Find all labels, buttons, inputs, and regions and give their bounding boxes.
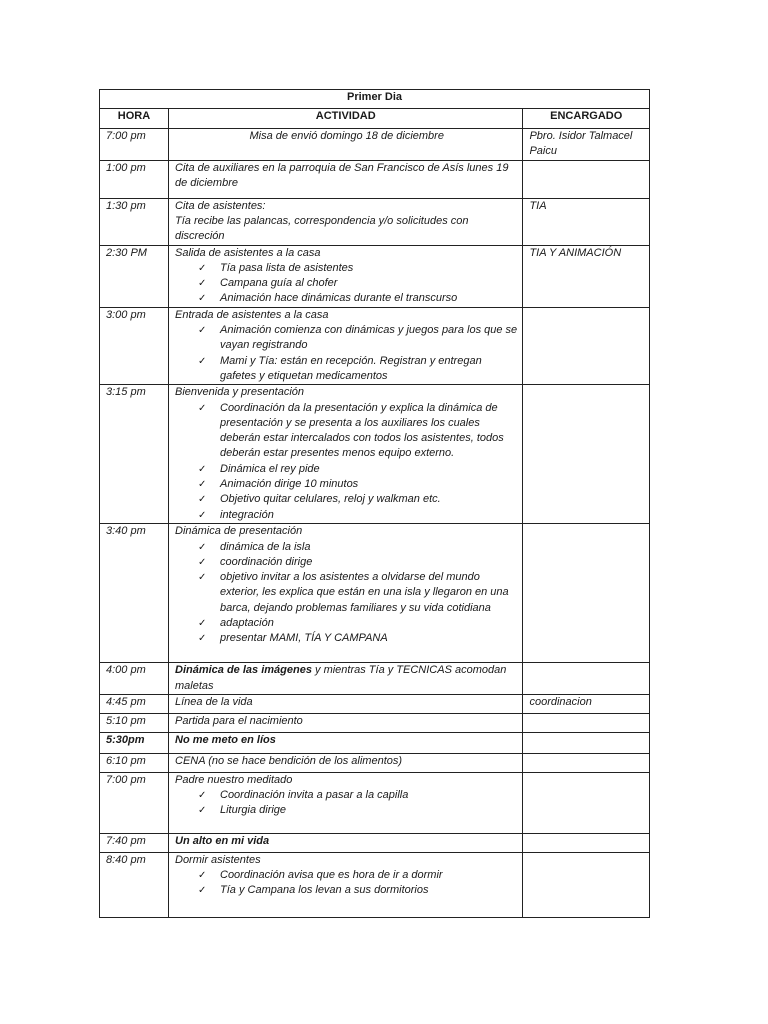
checklist-item — [198, 803, 518, 818]
checklist-item — [198, 540, 518, 555]
checklist — [175, 540, 518, 647]
checklist-item — [198, 477, 518, 492]
table-row — [100, 307, 650, 384]
checkmark-icon: ✓ — [198, 509, 207, 521]
checklist-item-text: presentar MAMI, TÍA Y CAMPANA — [220, 632, 388, 645]
actividad-text: Bienvenida y presentación — [175, 386, 305, 399]
checkmark-icon: ✓ — [198, 325, 207, 337]
encargado-cell — [523, 732, 650, 753]
hora-cell: 2:30 PM — [100, 245, 169, 307]
actividad-cell — [169, 852, 523, 917]
actividad-text: Dinámica de las imágenes — [175, 664, 312, 677]
hora-cell: 7:40 pm — [100, 833, 169, 852]
checklist-item — [198, 401, 518, 462]
table-row — [100, 852, 650, 917]
table-row — [100, 129, 650, 161]
checklist-item-text: Campana guía al chofer — [220, 277, 338, 290]
encargado-cell — [523, 772, 650, 833]
header-row — [100, 109, 650, 129]
checklist — [175, 323, 518, 384]
checkmark-icon: ✓ — [198, 541, 207, 553]
actividad-text: CENA (no se hace bendición de los alimentos) — [175, 754, 403, 767]
checkmark-icon: ✓ — [198, 885, 207, 897]
checklist-item — [198, 323, 518, 354]
checkmark-icon: ✓ — [198, 262, 207, 274]
checklist-item-text: Mami y Tía: están en recepción. Registran y entregan gafetes y etiquetan medicamentos — [220, 354, 482, 382]
encargado-cell — [523, 307, 650, 384]
actividad-line — [175, 385, 518, 400]
header-actividad: ACTIVIDAD — [169, 109, 523, 129]
checklist-item — [198, 261, 518, 276]
actividad-line — [175, 214, 518, 245]
actividad-cell — [169, 694, 523, 713]
actividad-line — [175, 663, 518, 694]
checkmark-icon: ✓ — [198, 805, 207, 817]
header-encargado: ENCARGADO — [523, 109, 650, 129]
actividad-cell — [169, 833, 523, 852]
checklist-item — [198, 883, 518, 898]
hora-cell: 3:40 pm — [100, 524, 169, 663]
table-row — [100, 385, 650, 524]
actividad-line — [175, 853, 518, 868]
hora-cell: 3:00 pm — [100, 307, 169, 384]
encargado-cell: TIA — [523, 198, 650, 245]
checkmark-icon: ✓ — [198, 355, 207, 367]
checklist — [175, 401, 518, 523]
actividad-line — [175, 714, 518, 729]
checklist-item-text: Coordinación avisa que es hora de ir a dormir — [220, 869, 443, 882]
checkmark-icon: ✓ — [198, 402, 207, 414]
actividad-cell — [169, 129, 523, 161]
checklist-item-text: Animación comienza con dinámicas y juegos para los que se vayan registrando — [220, 324, 518, 352]
hora-cell: 7:00 pm — [100, 772, 169, 833]
encargado-cell — [523, 713, 650, 732]
actividad-line — [175, 246, 518, 261]
actividad-cell — [169, 385, 523, 524]
checkmark-icon: ✓ — [198, 494, 207, 506]
checklist-item — [198, 462, 518, 477]
actividad-cell — [169, 524, 523, 663]
table-row — [100, 524, 650, 663]
actividad-line — [175, 129, 518, 144]
actividad-cell — [169, 307, 523, 384]
actividad-line — [175, 695, 518, 710]
encargado-cell — [523, 852, 650, 917]
checklist-item-text: Objetivo quitar celulares, reloj y walkman etc. — [220, 493, 441, 506]
table-row — [100, 160, 650, 198]
encargado-cell — [523, 753, 650, 772]
table-row — [100, 245, 650, 307]
actividad-line — [175, 754, 518, 769]
encargado-cell — [523, 524, 650, 663]
checklist — [175, 868, 518, 899]
checklist-item-text: adaptación — [220, 617, 274, 630]
checklist-item-text: Coordinación invita a pasar a la capilla — [220, 789, 409, 802]
encargado-cell — [523, 833, 650, 852]
checklist-item — [198, 616, 518, 631]
actividad-text: Un alto en mi vida — [175, 834, 270, 847]
checklist-item — [198, 291, 518, 306]
actividad-cell — [169, 198, 523, 245]
encargado-cell: TIA Y ANIMACIÓN — [523, 245, 650, 307]
actividad-cell — [169, 245, 523, 307]
schedule-body — [100, 90, 650, 918]
actividad-cell — [169, 772, 523, 833]
hora-cell: 5:10 pm — [100, 713, 169, 732]
checklist-item — [198, 354, 518, 385]
actividad-text: Misa de envió domingo 18 de diciembre — [249, 130, 444, 142]
checkmark-icon: ✓ — [198, 633, 207, 645]
title-row — [100, 90, 650, 109]
encargado-cell: Pbro. Isidor Talmacel Paicu — [523, 129, 650, 161]
hora-cell: 8:40 pm — [100, 852, 169, 917]
checklist-item-text: Liturgia dirige — [220, 804, 287, 817]
actividad-text: Línea de la vida — [175, 695, 253, 708]
checklist-item-text: objetivo invitar a los asistentes a olvidarse del mundo exterior, les explica que están en una isla y llegaron en una barca, dejando problemas familiares y su vida cotidiana — [220, 571, 509, 614]
actividad-line — [175, 773, 518, 788]
checkmark-icon: ✓ — [198, 293, 207, 305]
checkmark-icon: ✓ — [198, 572, 207, 584]
table-row — [100, 732, 650, 753]
hora-cell: 1:30 pm — [100, 198, 169, 245]
table-row — [100, 198, 650, 245]
actividad-text: Tía recibe las palancas, correspondencia y/o solicitudes con discreción — [175, 214, 469, 243]
actividad-text: Dormir asistentes — [175, 853, 261, 866]
header-hora: HORA — [100, 109, 169, 129]
checklist — [175, 788, 518, 819]
checklist-item-text: dinámica de la isla — [220, 540, 311, 553]
actividad-cell — [169, 732, 523, 753]
encargado-cell: coordinacion — [523, 694, 650, 713]
hora-cell: 3:15 pm — [100, 385, 169, 524]
table-row — [100, 753, 650, 772]
checkmark-icon: ✓ — [198, 618, 207, 630]
checkmark-icon: ✓ — [198, 870, 207, 882]
hora-cell: 7:00 pm — [100, 129, 169, 161]
encargado-cell — [523, 663, 650, 695]
actividad-text: Dinámica de presentación — [175, 525, 303, 538]
table-row — [100, 833, 650, 852]
actividad-text: y mientras Tía y TECNICAS acomodan maletas — [175, 664, 507, 692]
checklist-item — [198, 788, 518, 803]
table-row — [100, 772, 650, 833]
checklist-item-text: Dinámica el rey pide — [220, 462, 320, 475]
hora-cell: 5:30pm — [100, 732, 169, 753]
checklist-item-text: Tía y Campana los levan a sus dormitorios — [220, 884, 429, 897]
actividad-cell — [169, 160, 523, 198]
checklist-item-text: integración — [220, 508, 274, 521]
checklist-item — [198, 555, 518, 570]
checklist-item-text: coordinación dirige — [220, 555, 313, 568]
actividad-text: Entrada de asistentes a la casa — [175, 308, 329, 321]
checklist-item — [198, 868, 518, 883]
table-row — [100, 663, 650, 695]
actividad-line — [175, 834, 518, 849]
checklist-item-text: Animación dirige 10 minutos — [220, 478, 359, 491]
checkmark-icon: ✓ — [198, 556, 207, 568]
actividad-text: Salida de asistentes a la casa — [175, 246, 321, 259]
actividad-text: No me meto en líos — [175, 733, 276, 746]
checklist-item — [198, 631, 518, 646]
checklist-item — [198, 570, 518, 616]
schedule-title: Primer Dia — [100, 90, 650, 109]
hora-cell: 6:10 pm — [100, 753, 169, 772]
actividad-cell — [169, 753, 523, 772]
table-row — [100, 713, 650, 732]
actividad-line — [175, 733, 518, 748]
actividad-text: Partida para el nacimiento — [175, 714, 303, 727]
actividad-line — [175, 524, 518, 539]
checklist-item — [198, 492, 518, 507]
checklist — [175, 261, 518, 307]
actividad-cell — [169, 713, 523, 732]
actividad-cell — [169, 663, 523, 695]
checkmark-icon: ✓ — [198, 278, 207, 290]
actividad-text: Cita de auxiliares en la parroquia de San Francisco de Asís lunes 19 de diciembre — [175, 161, 509, 189]
encargado-cell — [523, 160, 650, 198]
checklist-item — [198, 508, 518, 523]
actividad-line — [175, 199, 518, 214]
schedule-table — [99, 89, 650, 918]
checklist-item-text: Animación hace dinámicas durante el transcurso — [220, 292, 458, 305]
checkmark-icon: ✓ — [198, 479, 207, 491]
hora-cell: 1:00 pm — [100, 160, 169, 198]
actividad-text: Padre nuestro meditado — [175, 773, 293, 786]
checkmark-icon: ✓ — [198, 463, 207, 475]
actividad-line — [175, 161, 518, 192]
actividad-text: Cita de asistentes: — [175, 199, 266, 212]
actividad-line — [175, 308, 518, 323]
checklist-item — [198, 276, 518, 291]
checklist-item-text: Tía pasa lista de asistentes — [220, 261, 354, 274]
table-row — [100, 694, 650, 713]
encargado-cell — [523, 385, 650, 524]
hora-cell: 4:00 pm — [100, 663, 169, 695]
checkmark-icon: ✓ — [198, 790, 207, 802]
hora-cell: 4:45 pm — [100, 694, 169, 713]
checklist-item-text: Coordinación da la presentación y explica la dinámica de presentación y se presenta a los auxiliares los cuales deberán estar intercalados con todos los asistentes, todos deberán estar presentes menos equipo externo. — [220, 401, 504, 460]
